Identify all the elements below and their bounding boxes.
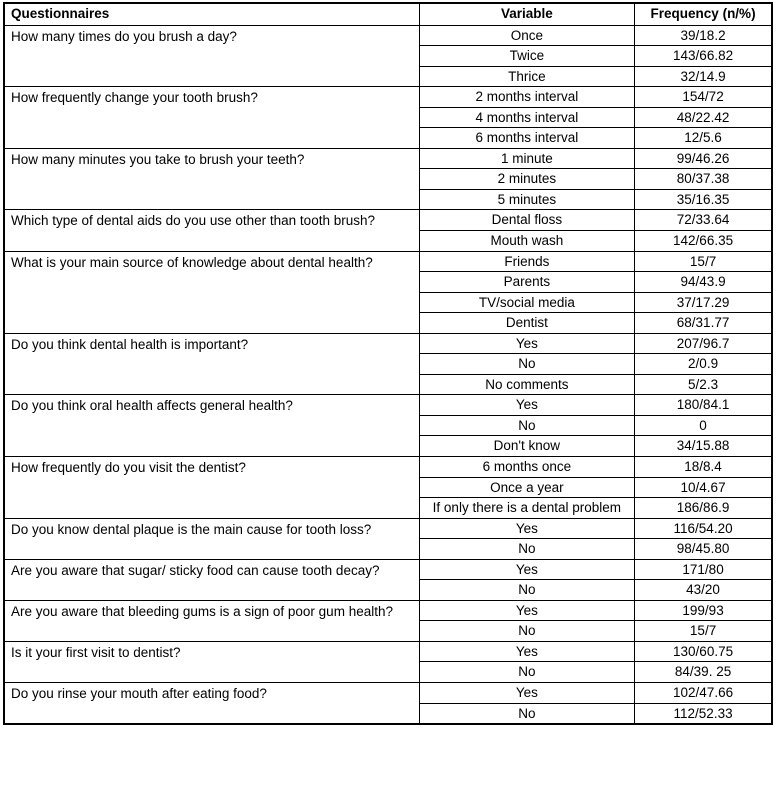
frequency-cell: 84/39. 25 xyxy=(635,662,772,683)
table-row xyxy=(4,641,772,662)
variable-cell: 2 months interval xyxy=(419,87,635,108)
table-row xyxy=(4,518,772,539)
variable-cell: Yes xyxy=(419,600,635,621)
variable-cell: Mouth wash xyxy=(419,230,635,251)
variable-cell: Thrice xyxy=(419,66,635,87)
variable-cell: Yes xyxy=(419,683,635,704)
frequency-cell: 0 xyxy=(635,415,772,436)
question-cell: Are you aware that bleeding gums is a sign of poor gum health? xyxy=(4,600,419,641)
variable-cell: Yes xyxy=(419,559,635,580)
variable-cell: Yes xyxy=(419,395,635,416)
frequency-cell: 80/37.38 xyxy=(635,169,772,190)
frequency-cell: 10/4.67 xyxy=(635,477,772,498)
variable-cell: No xyxy=(419,580,635,601)
table-row xyxy=(4,395,772,416)
variable-cell: 6 months once xyxy=(419,456,635,477)
frequency-cell: 34/15.88 xyxy=(635,436,772,457)
variable-cell: TV/social media xyxy=(419,292,635,313)
frequency-cell: 12/5.6 xyxy=(635,128,772,149)
frequency-cell: 37/17.29 xyxy=(635,292,772,313)
variable-cell: Yes xyxy=(419,333,635,354)
frequency-cell: 32/14.9 xyxy=(635,66,772,87)
variable-cell: Dental floss xyxy=(419,210,635,231)
frequency-cell: 48/22.42 xyxy=(635,107,772,128)
question-cell: Is it your first visit to dentist? xyxy=(4,641,419,682)
frequency-cell: 116/54.20 xyxy=(635,518,772,539)
frequency-cell: 154/72 xyxy=(635,87,772,108)
header-row xyxy=(4,3,772,25)
variable-cell: 2 minutes xyxy=(419,169,635,190)
frequency-cell: 130/60.75 xyxy=(635,641,772,662)
frequency-cell: 171/80 xyxy=(635,559,772,580)
variable-cell: Friends xyxy=(419,251,635,272)
question-cell: Are you aware that sugar/ sticky food can cause tooth decay? xyxy=(4,559,419,600)
table-row xyxy=(4,87,772,108)
variable-cell: No xyxy=(419,354,635,375)
variable-cell: 4 months interval xyxy=(419,107,635,128)
frequency-cell: 5/2.3 xyxy=(635,374,772,395)
table-row xyxy=(4,683,772,704)
variable-cell: 6 months interval xyxy=(419,128,635,149)
header-frequency: Frequency (n/%) xyxy=(635,3,772,25)
frequency-cell: 186/86.9 xyxy=(635,498,772,519)
question-cell: Which type of dental aids do you use other than tooth brush? xyxy=(4,210,419,251)
frequency-cell: 15/7 xyxy=(635,621,772,642)
variable-cell: No xyxy=(419,703,635,724)
questionnaire-table xyxy=(3,2,773,725)
frequency-cell: 102/47.66 xyxy=(635,683,772,704)
question-cell: How frequently do you visit the dentist? xyxy=(4,456,419,518)
question-cell: What is your main source of knowledge about dental health? xyxy=(4,251,419,333)
table-row xyxy=(4,210,772,231)
variable-cell: 5 minutes xyxy=(419,189,635,210)
variable-cell: Once xyxy=(419,25,635,46)
frequency-cell: 98/45.80 xyxy=(635,539,772,560)
table-row xyxy=(4,251,772,272)
frequency-cell: 99/46.26 xyxy=(635,148,772,169)
header-questionnaires: Questionnaires xyxy=(4,3,419,25)
table-row xyxy=(4,25,772,46)
table-row xyxy=(4,333,772,354)
variable-cell: Once a year xyxy=(419,477,635,498)
question-cell: How many minutes you take to brush your teeth? xyxy=(4,148,419,210)
frequency-cell: 39/18.2 xyxy=(635,25,772,46)
variable-cell: 1 minute xyxy=(419,148,635,169)
variable-cell: Dentist xyxy=(419,313,635,334)
frequency-cell: 68/31.77 xyxy=(635,313,772,334)
variable-cell: No xyxy=(419,415,635,436)
header-variable: Variable xyxy=(419,3,635,25)
table-row xyxy=(4,148,772,169)
variable-cell: Yes xyxy=(419,641,635,662)
frequency-cell: 2/0.9 xyxy=(635,354,772,375)
question-cell: Do you know dental plaque is the main cause for tooth loss? xyxy=(4,518,419,559)
question-cell: How frequently change your tooth brush? xyxy=(4,87,419,149)
frequency-cell: 112/52.33 xyxy=(635,703,772,724)
question-cell: How many times do you brush a day? xyxy=(4,25,419,87)
variable-cell: No xyxy=(419,662,635,683)
variable-cell: Don't know xyxy=(419,436,635,457)
variable-cell: If only there is a dental problem xyxy=(419,498,635,519)
frequency-cell: 18/8.4 xyxy=(635,456,772,477)
variable-cell: Twice xyxy=(419,46,635,67)
question-cell: Do you think oral health affects general health? xyxy=(4,395,419,457)
question-cell: Do you think dental health is important? xyxy=(4,333,419,395)
frequency-cell: 207/96.7 xyxy=(635,333,772,354)
variable-cell: No xyxy=(419,621,635,642)
frequency-cell: 180/84.1 xyxy=(635,395,772,416)
variable-cell: Yes xyxy=(419,518,635,539)
frequency-cell: 15/7 xyxy=(635,251,772,272)
table-row xyxy=(4,559,772,580)
question-cell: Do you rinse your mouth after eating food? xyxy=(4,683,419,725)
frequency-cell: 94/43.9 xyxy=(635,272,772,293)
table-row xyxy=(4,600,772,621)
frequency-cell: 199/93 xyxy=(635,600,772,621)
variable-cell: Parents xyxy=(419,272,635,293)
variable-cell: No xyxy=(419,539,635,560)
frequency-cell: 35/16.35 xyxy=(635,189,772,210)
frequency-cell: 72/33.64 xyxy=(635,210,772,231)
frequency-cell: 43/20 xyxy=(635,580,772,601)
variable-cell: No comments xyxy=(419,374,635,395)
frequency-cell: 142/66.35 xyxy=(635,230,772,251)
table-row xyxy=(4,456,772,477)
frequency-cell: 143/66.82 xyxy=(635,46,772,67)
